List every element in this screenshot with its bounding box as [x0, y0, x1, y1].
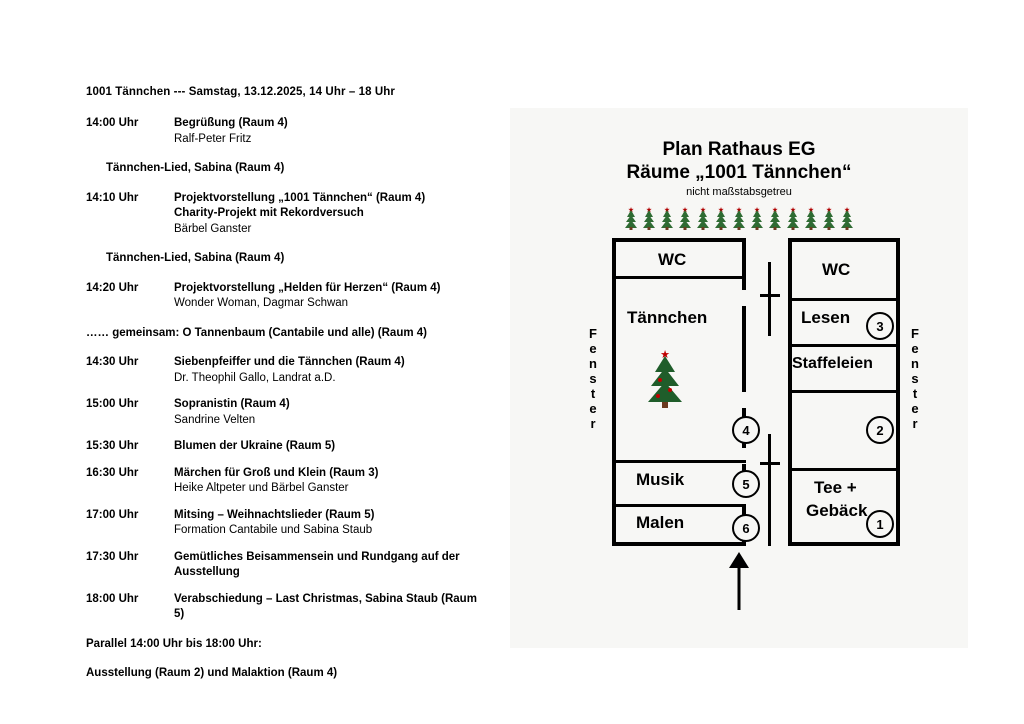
tree-decoration-row — [510, 207, 968, 230]
plan-title-line2: Räume „1001 Tännchen“ — [626, 162, 852, 184]
wall-staffeleien-divider — [788, 390, 900, 393]
wall-corridor-stub-d — [768, 434, 771, 464]
plan-title — [510, 108, 968, 184]
entry-title: Projektvorstellung „Helden für Herzen“ (Raum 4) — [174, 281, 441, 294]
page-title: 1001 Tännchen --- Samstag, 13.12.2025, 14 Uhr – 18 Uhr — [86, 86, 396, 98]
wall-wc-left-divider — [612, 276, 746, 279]
fenster-left-letters: F e n s t e r — [589, 326, 597, 432]
schedule-entry — [86, 355, 486, 386]
entrance-arrow-icon — [726, 552, 752, 610]
wall-malen-divider — [612, 504, 746, 507]
schedule-note: Tännchen-Lied, Sabina (Raum 4) — [106, 252, 285, 265]
marker-1: 1 — [866, 510, 894, 538]
plan-subtitle: nicht maßstabsgetreu — [686, 186, 792, 199]
schedule-column — [86, 86, 486, 693]
entry-time: 15:30 Uhr — [86, 440, 139, 453]
plan-title-line1: Plan Rathaus EG — [662, 139, 816, 160]
entry-title-cont: Ausstellung — [174, 566, 240, 579]
entry-time: 15:00 Uhr — [86, 398, 139, 411]
entry-time: 14:10 Uhr — [86, 191, 139, 204]
entry-title: Begrüßung (Raum 4) — [174, 117, 288, 129]
wall-right-top — [788, 238, 900, 242]
room-label-wc-right: WC — [822, 260, 851, 280]
schedule-note: …… gemeinsam: O Tannenbaum (Cantabile und alle) (Raum 4) — [86, 326, 428, 339]
christmas-tree-icon: ★ — [751, 210, 764, 230]
marker-4: 4 — [732, 416, 760, 444]
schedule-entry — [86, 508, 486, 539]
christmas-tree-icon: ★ — [625, 210, 638, 230]
christmas-tree-icon: ★ — [661, 210, 674, 230]
wall-left-right-upper — [742, 238, 746, 290]
entry-time: 17:00 Uhr — [86, 508, 139, 521]
christmas-tree-icon: ★ — [643, 210, 656, 230]
wall-left-outer — [612, 238, 616, 546]
christmas-tree-icon: ★ — [805, 210, 818, 230]
entry-subtitle: Dr. Theophil Gallo, Landrat a.D. — [174, 371, 336, 384]
schedule-entry — [86, 191, 486, 238]
marker-3: 3 — [866, 312, 894, 340]
entry-body — [174, 466, 486, 497]
entry-body — [174, 508, 486, 539]
wall-lesen-divider — [788, 344, 900, 347]
wall-left-top — [612, 238, 746, 242]
room-label-malen: Malen — [636, 513, 685, 533]
wall-corridor-stub-f — [768, 464, 771, 546]
schedule-entry — [86, 592, 486, 623]
entry-subtitle-bold: Charity-Projekt mit Rekordversuch — [174, 207, 364, 220]
schedule-entry — [86, 281, 486, 312]
entry-title: Siebenpfeiffer und die Tännchen (Raum 4) — [174, 356, 405, 369]
schedule-note: Tännchen-Lied, Sabina (Raum 4) — [106, 162, 285, 175]
entry-body — [174, 116, 486, 147]
wall-musik-divider — [612, 460, 746, 463]
schedule-entry — [86, 439, 486, 455]
room-label-taennchen: Tännchen — [627, 308, 708, 328]
entry-time: 14:30 Uhr — [86, 356, 139, 369]
entry-body — [174, 439, 486, 455]
entry-subtitle: Wonder Woman, Dagmar Schwan — [174, 297, 349, 310]
christmas-tree-icon: ★ — [769, 210, 782, 230]
marker-5: 5 — [732, 470, 760, 498]
christmas-tree-icon: ★ — [715, 210, 728, 230]
entry-body — [174, 191, 486, 238]
parallel-detail: Ausstellung (Raum 2) und Malaktion (Raum 4) — [86, 667, 338, 680]
schedule-entry — [86, 116, 486, 147]
fenster-label-left — [584, 326, 602, 431]
entry-time: 17:30 Uhr — [86, 550, 139, 563]
christmas-tree-icon: ★ — [697, 210, 710, 230]
entry-time: 14:00 Uhr — [86, 117, 139, 129]
entry-body — [174, 397, 486, 428]
christmas-tree-icon: ★ — [787, 210, 800, 230]
marker-2: 2 — [866, 416, 894, 444]
schedule-entry — [86, 397, 486, 428]
entry-title: Sopranistin (Raum 4) — [174, 398, 290, 411]
schedule-entry — [86, 550, 486, 581]
entry-title: Projektvorstellung „1001 Tännchen“ (Raum 4) — [174, 191, 426, 204]
large-christmas-tree-icon: ★ — [648, 356, 682, 408]
entry-title: Märchen für Groß und Klein (Raum 3) — [174, 466, 379, 479]
wall-corridor-stub-a — [768, 262, 771, 296]
entry-body — [174, 550, 486, 581]
entry-body — [174, 281, 486, 312]
entry-title: Mitsing – Weihnachtslieder (Raum 5) — [174, 508, 375, 521]
christmas-tree-icon: ★ — [823, 210, 836, 230]
entry-title: Verabschiedung – Last Christmas, Sabina Staub (Raum 5) — [174, 592, 477, 621]
fenster-right-letters: F e n s t e r — [911, 326, 919, 432]
wall-wc-right-divider — [788, 298, 900, 301]
christmas-tree-icon: ★ — [679, 210, 692, 230]
christmas-tree-icon: ★ — [733, 210, 746, 230]
room-label-staffeleien: Staffeleien — [792, 355, 873, 373]
entry-subtitle: Ralf-Peter Fritz — [174, 132, 252, 145]
floor-plan-drawing — [574, 238, 919, 556]
entry-title: Blumen der Ukraine (Raum 5) — [174, 440, 336, 453]
wall-tee-divider — [788, 468, 900, 471]
schedule-entry — [86, 466, 486, 497]
entry-body — [174, 592, 486, 623]
wall-corridor-stub-c — [768, 296, 771, 336]
entry-subtitle: Formation Cantabile und Sabina Staub — [174, 524, 373, 537]
entry-time: 14:20 Uhr — [86, 281, 139, 294]
entry-subtitle: Bärbel Ganster — [174, 222, 252, 235]
marker-6: 6 — [732, 514, 760, 542]
parallel-note: Parallel 14:00 Uhr bis 18:00 Uhr: — [86, 637, 262, 650]
entry-body — [174, 355, 486, 386]
entry-subtitle: Heike Altpeter und Bärbel Ganster — [174, 482, 349, 495]
wall-right-bottom — [788, 542, 900, 546]
room-label-lesen: Lesen — [801, 308, 851, 328]
entry-title: Gemütliches Beisammensein und Rundgang auf der — [174, 550, 460, 563]
room-label-tee-line1: Tee + — [814, 478, 857, 498]
christmas-tree-icon: ★ — [841, 210, 854, 230]
fenster-label-right — [906, 326, 924, 431]
entry-time: 18:00 Uhr — [86, 592, 139, 605]
entry-subtitle: Sandrine Velten — [174, 413, 256, 426]
wall-left-right-mid — [742, 306, 746, 392]
entry-time: 16:30 Uhr — [86, 466, 139, 479]
room-label-musik: Musik — [636, 470, 685, 490]
wall-left-bottom — [612, 542, 746, 546]
floor-plan-panel — [510, 108, 968, 648]
room-label-tee-line2: Gebäck — [806, 501, 868, 521]
room-label-wc-left: WC — [658, 250, 687, 270]
